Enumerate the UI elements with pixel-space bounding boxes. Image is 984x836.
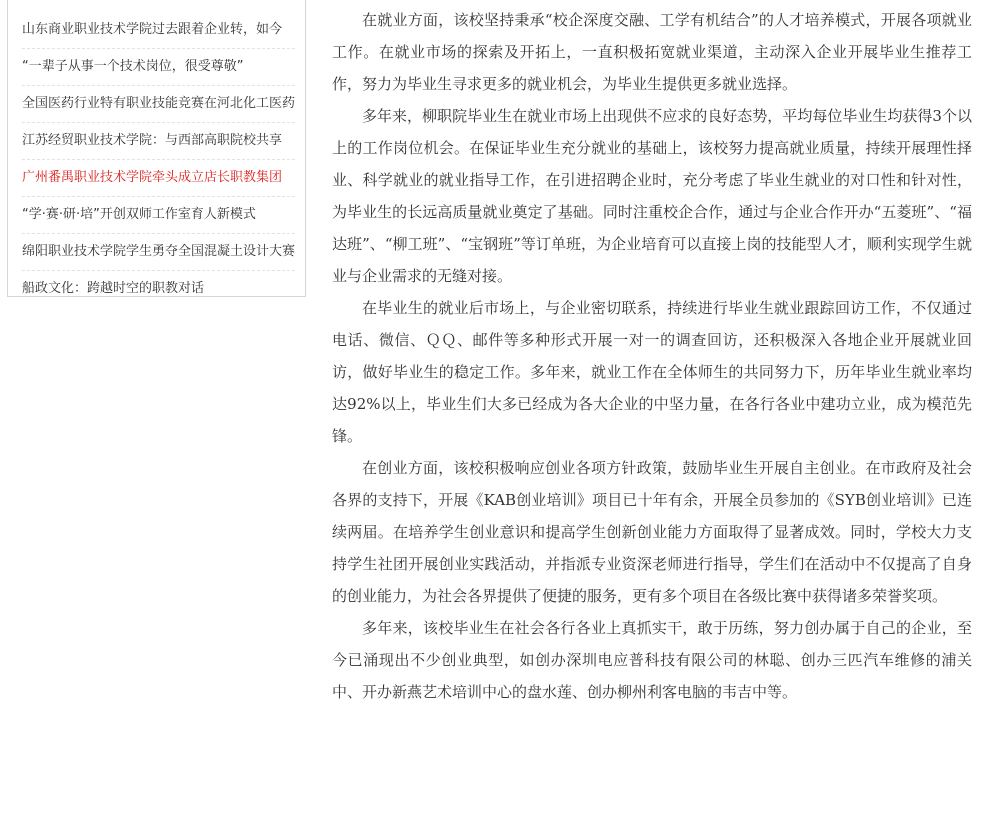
article-paragraph: 在就业方面，该校坚持秉承“校企深度交融、工学有机结合”的人才培养模式，开展各项就业工作。在就业市场的探索及开拓上，一直积极拓宽就业渠道，主动深入企业开展毕业生推荐工作，努力为毕业生寻求更多的就业机会，为毕业生提供更多就业选择。	[332, 11, 972, 93]
related-news-link[interactable]: 船政文化：跨越时空的职教对话	[22, 281, 205, 296]
article-paragraph: 在创业方面，该校积极响应创业各项方针政策，鼓励毕业生开展自主创业。在市政府及社会各界的支持下，开展《KAB创业培训》项目已十年有余，开展全员参加的《SYB创业培训》已连续两届。在培养学生创业意识和提高学生创新创业能力方面取得了显著成效。同时，学校大力支持学生社团开展创业实践活动，并指派专业资深老师进行指导，学生们在活动中不仅提高了自身的创业能力，为社会各界提供了便捷的服务，更有多个项目在各级比赛中获得诸多荣誉奖项。	[332, 459, 972, 605]
related-news-link[interactable]: 绵阳职业技术学院学生勇夺全国混凝土设计大赛	[22, 234, 295, 271]
related-news-link[interactable]: 江苏经贸职业技术学院：与西部高职院校共享	[22, 123, 295, 160]
related-news-list	[8, 0, 305, 307]
related-news-link[interactable]: “一辈子从事一个技术岗位，很受尊敬”	[22, 49, 295, 86]
related-news-link[interactable]: 全国医药行业特有职业技能竞赛在河北化工医药	[22, 86, 295, 123]
article-body	[332, 4, 972, 708]
related-news-link[interactable]: 山东商业职业技术学院过去跟着企业转，如今	[22, 0, 295, 49]
related-news-link-active[interactable]: 广州番禺职业技术学院牵头成立店长职教集团	[22, 160, 295, 197]
related-news-sidebar	[7, 0, 306, 297]
article-paragraph: 多年来，柳职院毕业生在就业市场上出现供不应求的良好态势，平均每位毕业生均获得3个以上的工作岗位机会。在保证毕业生充分就业的基础上，该校努力提高就业质量，持续开展理性择业、科学就业的就业指导工作，在引进招聘企业时，充分考虑了毕业生就业的对口性和针对性，为毕业生的长远高质量就业奠定了基础。同时注重校企合作，通过与企业合作开办“五菱班”、“福达班”、“柳工班”、“宝钢班”等订单班，为企业培育可以直接上岗的技能型人才，顺利实现学生就业与企业需求的无缝对接。	[332, 107, 972, 285]
related-news-link[interactable]: “学·赛·研·培”开创双师工作室育人新模式	[22, 197, 295, 234]
article-paragraph: 多年来，该校毕业生在社会各行各业上真抓实干，敢于历练，努力创办属于自己的企业，至今已涌现出不少创业典型，如创办深圳电应普科技有限公司的林聪、创办三匹汽车维修的浦关中、开办新燕艺术培训中心的盘水莲、创办柳州利客电脑的韦吉中等。	[332, 619, 972, 701]
article-paragraph: 在毕业生的就业后市场上，与企业密切联系，持续进行毕业生就业跟踪回访工作，不仅通过电话、微信、ＱＱ、邮件等多种形式开展一对一的调查回访，还积极深入各地企业开展就业回访，做好毕业生的稳定工作。多年来，就业工作在全体师生的共同努力下，历年毕业生就业率均达92%以上，毕业生们大多已经成为各大企业的中坚力量，在各行各业中建功立业，成为模范先锋。	[332, 299, 972, 445]
